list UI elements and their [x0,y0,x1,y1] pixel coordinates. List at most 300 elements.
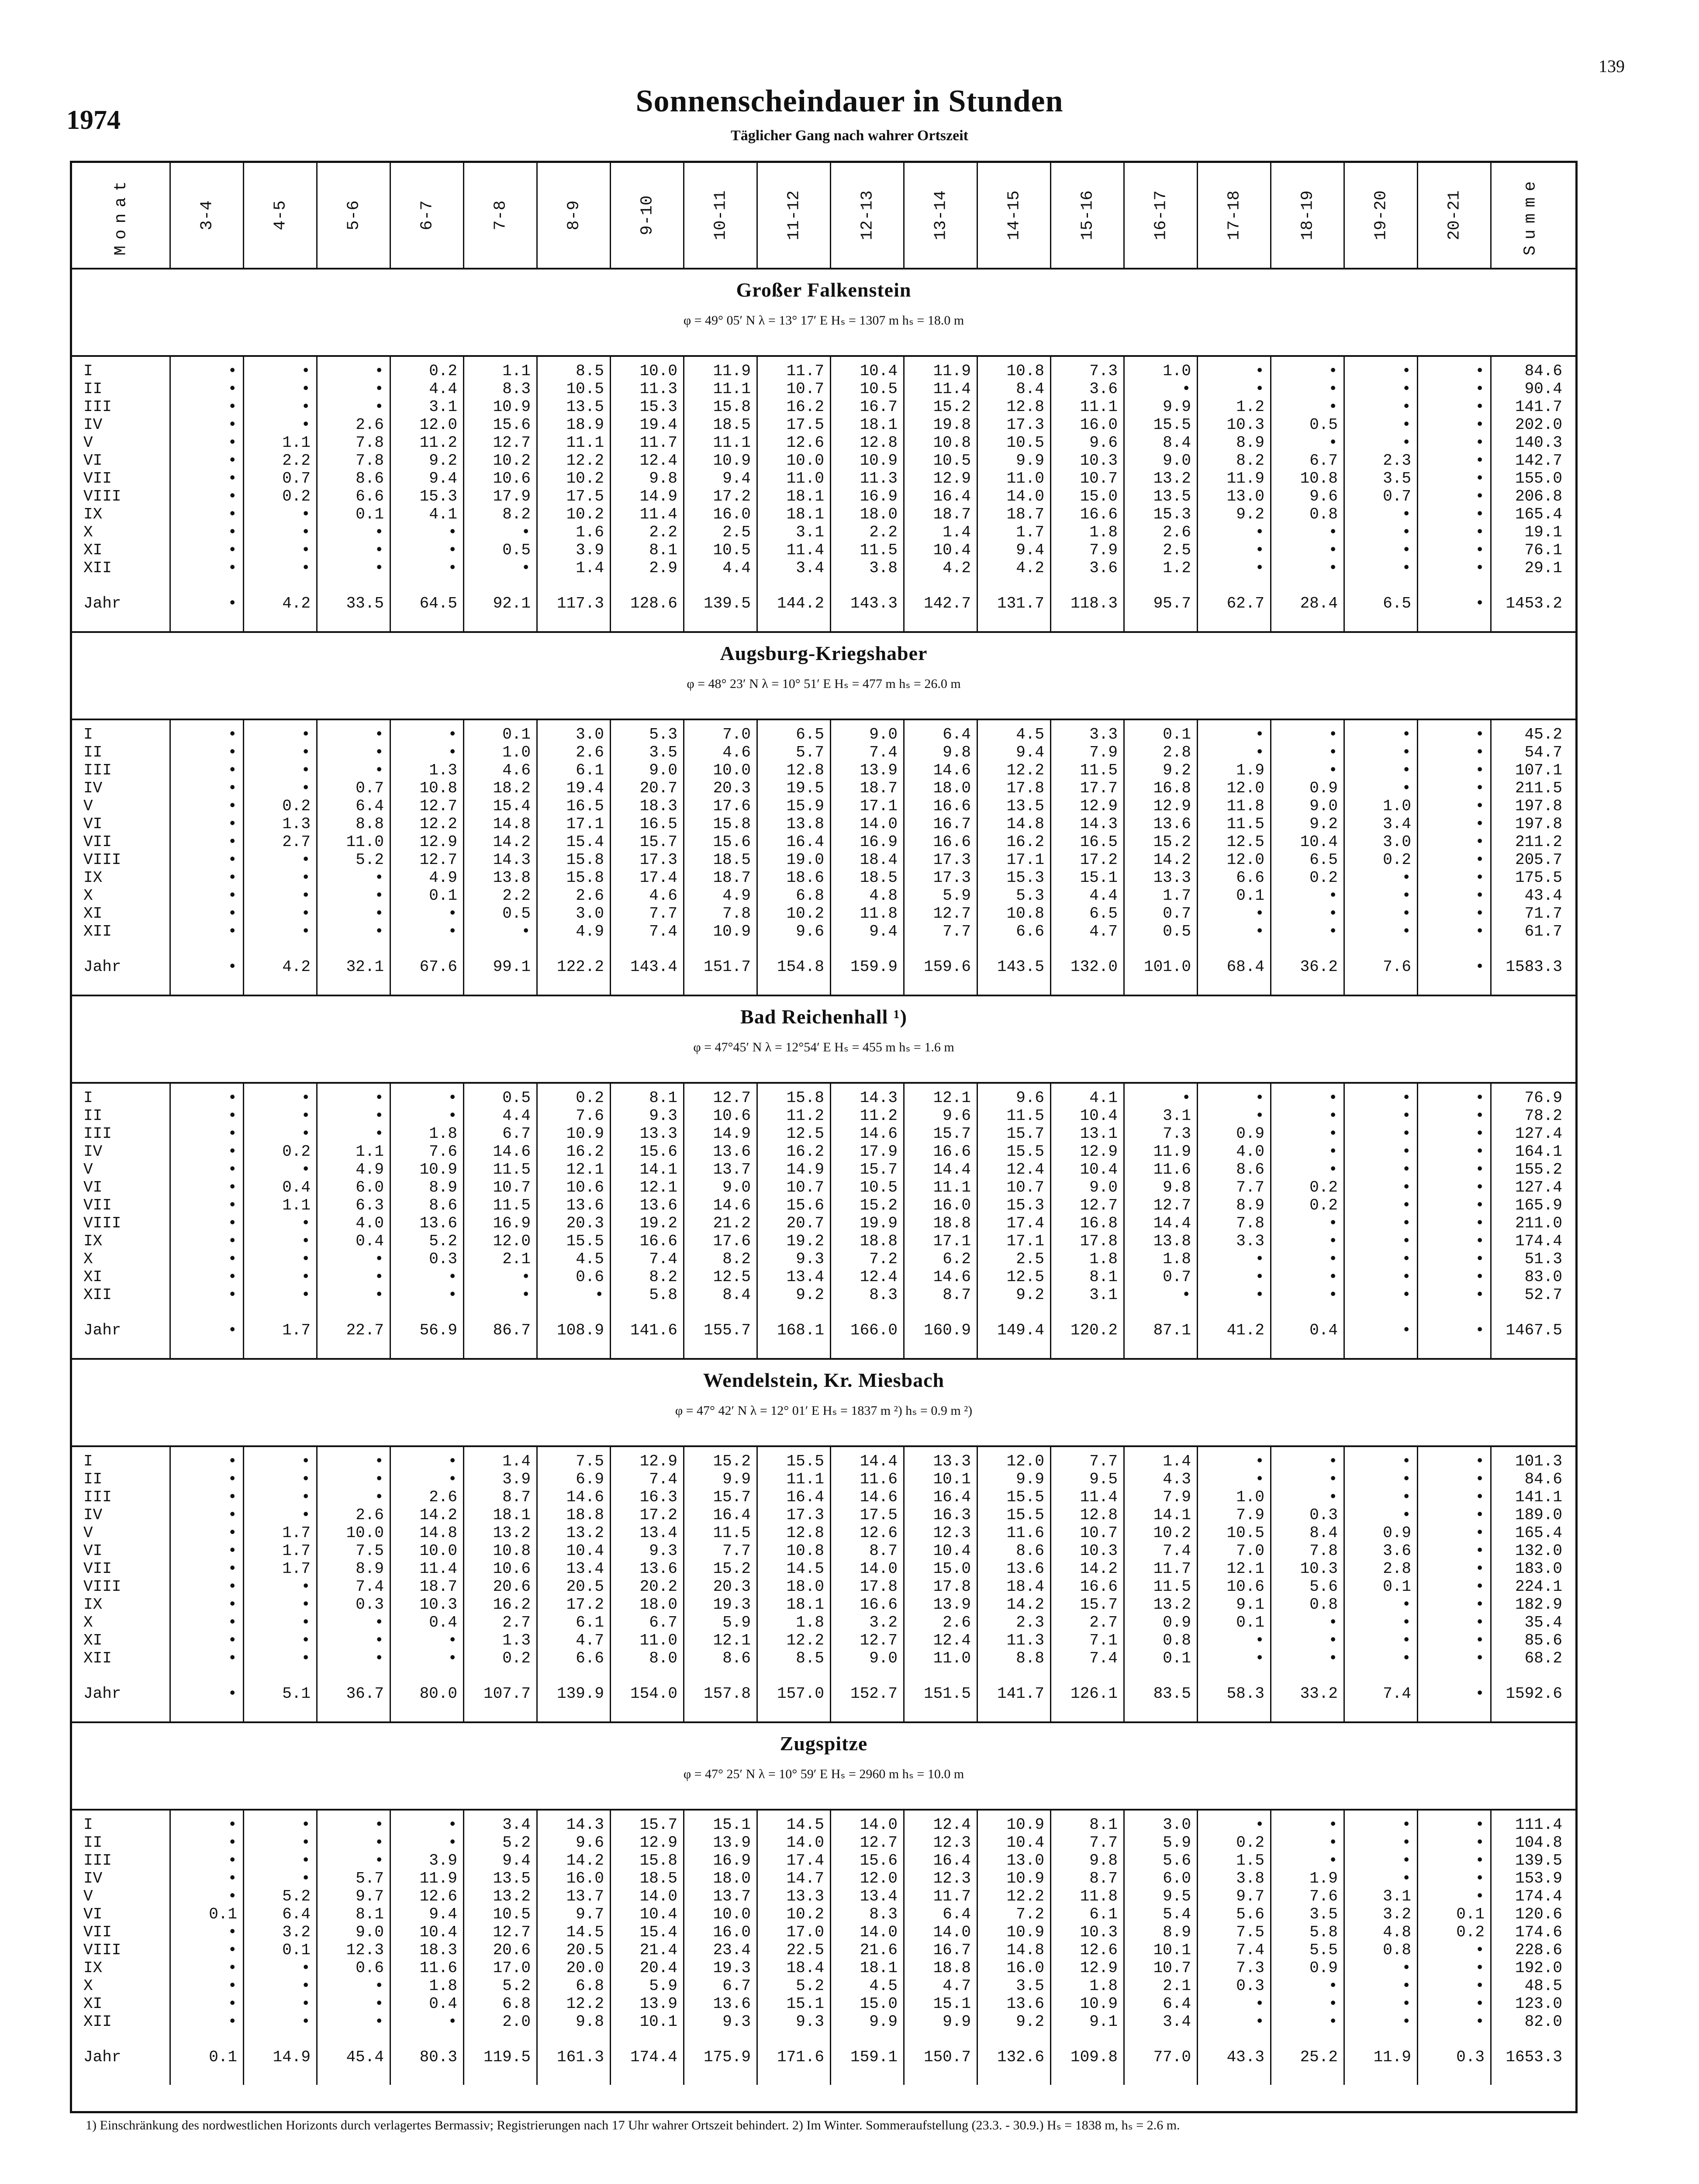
value-cell: • [228,726,237,743]
value-cell: 16.3 [933,1506,971,1524]
value-cell: • [374,523,384,541]
value-cell: 16.4 [933,1852,971,1870]
value-cell: 4.9 [576,923,604,940]
table-row [72,1834,1575,1852]
value-cell: 13.6 [566,1196,604,1214]
value-cell: 5.7 [796,743,824,761]
value-cell: 14.6 [860,1125,898,1143]
value-cell: • [1475,1631,1485,1649]
value-cell: 3.1 [796,523,824,541]
value-cell: 10.0 [346,1524,384,1542]
value-cell: 10.3 [1226,416,1264,434]
value-cell: 4.5 [576,1250,604,1268]
value-cell: 5.2 [502,1834,531,1852]
value-cell: 5.9 [943,887,971,905]
value-cell: • [374,2013,384,2031]
value-cell: 13.5 [566,398,604,416]
column-header [1198,163,1271,268]
value-cell: • [374,541,384,559]
value-cell: • [1475,1250,1485,1268]
value-cell: 15.8 [566,851,604,869]
value-cell: 1.1 [282,1196,311,1214]
value-cell: 10.8 [419,779,457,797]
row-label: X [83,1977,93,1995]
value-cell: 10.2 [566,470,604,487]
value-cell: 1.8 [429,1125,457,1143]
value-cell: 15.7 [639,833,677,851]
value-cell: 174.4 [630,2048,677,2066]
value-cell: 8.3 [502,380,531,398]
value-cell: 0.2 [1309,1178,1338,1196]
value-cell: 18.5 [639,1870,677,1887]
value-cell: 18.2 [493,779,531,797]
value-cell: • [228,1995,237,2013]
column-header-label: 8-9 [564,200,583,231]
value-cell: • [374,380,384,398]
value-cell: • [1328,1631,1338,1649]
value-cell: 109.8 [1070,2048,1118,2066]
value-cell: 11.6 [1006,1524,1044,1542]
value-cell: 13.2 [1153,470,1191,487]
value-cell: 13.8 [1153,1232,1191,1250]
value-cell: • [448,2013,457,2031]
row-label: XII [83,559,112,577]
value-cell: 8.1 [1089,1816,1118,1834]
value-cell: 5.6 [1309,1578,1338,1596]
value-cell: 13.2 [493,1524,531,1542]
table-row [72,1125,1575,1143]
value-cell: • [1255,380,1264,398]
value-cell: 13.8 [786,815,824,833]
column-header [905,163,978,268]
value-cell: 9.3 [796,2013,824,2031]
value-cell: 16.9 [860,487,898,505]
value-cell: 8.1 [1089,1268,1118,1286]
row-label: I [83,362,93,380]
value-cell: 154.0 [630,1685,677,1703]
value-cell: 19.3 [713,1596,751,1614]
value-cell: 4.6 [722,743,751,761]
value-cell: 139.5 [703,594,751,612]
value-cell: • [228,398,237,416]
value-cell: 10.6 [713,1107,751,1125]
row-label: Jahr [83,1321,121,1339]
value-cell: 0.7 [1383,487,1411,505]
value-cell: 15.3 [419,487,457,505]
value-cell: 13.3 [786,1887,824,1905]
row-label: Jahr [83,1685,121,1703]
value-cell: 10.0 [713,761,751,779]
value-cell: 8.9 [356,1560,384,1578]
value-cell: • [1328,1852,1338,1870]
value-cell: 1.0 [502,743,531,761]
value-cell: 7.8 [356,434,384,452]
value-cell: • [228,1268,237,1286]
value-cell: • [228,434,237,452]
value-cell: • [1475,1887,1485,1905]
sum-cell: 206.8 [1515,487,1562,505]
value-cell: • [301,1089,311,1107]
value-cell: 1.6 [576,523,604,541]
sum-cell: 153.9 [1515,1870,1562,1887]
station-name: Großer Falkenstein [736,279,912,301]
value-cell: 12.9 [933,470,971,487]
value-cell: 11.5 [1080,761,1118,779]
value-cell: • [1475,1995,1485,2013]
value-cell: 19.4 [639,416,677,434]
table-row-jahr [72,594,1575,612]
value-cell: 4.2 [943,559,971,577]
value-cell: 7.6 [1383,958,1411,976]
column-header [244,163,318,268]
value-cell: 13.2 [566,1524,604,1542]
value-cell: 7.0 [722,726,751,743]
value-cell: 107.7 [483,1685,531,1703]
value-cell: 9.1 [1089,2013,1118,2031]
value-cell: • [228,559,237,577]
value-cell: • [301,2013,311,2031]
value-cell: • [301,1631,311,1649]
value-cell: • [1475,1578,1485,1596]
value-cell: 12.7 [860,1834,898,1852]
value-cell: 10.3 [1080,1923,1118,1941]
value-cell: 16.7 [933,815,971,833]
value-cell: 23.4 [713,1941,751,1959]
value-cell: 16.4 [933,487,971,505]
value-cell: 17.9 [860,1143,898,1161]
table-row [72,1178,1575,1196]
value-cell: 10.1 [639,2013,677,2031]
value-cell: 8.2 [722,1250,751,1268]
row-label: IV [83,416,103,434]
value-cell: 11.9 [713,362,751,380]
table-row [72,869,1575,887]
value-cell: 18.5 [713,851,751,869]
value-cell: 1.2 [1163,559,1191,577]
value-cell: 9.7 [356,1887,384,1905]
value-cell: • [1475,1816,1485,1834]
value-cell: 9.9 [1163,398,1191,416]
value-cell: 0.5 [1309,416,1338,434]
station-header [72,270,1575,357]
value-cell: • [448,523,457,541]
value-cell: 6.7 [722,1977,751,1995]
value-cell: • [228,1089,237,1107]
value-cell: 20.3 [713,779,751,797]
value-cell: 8.7 [502,1488,531,1506]
value-cell: 22.5 [786,1941,824,1959]
value-cell: 13.2 [493,1887,531,1905]
value-cell: 6.4 [282,1905,311,1923]
value-cell: 5.1 [282,1685,311,1703]
table-row [72,1107,1575,1125]
value-cell: 8.1 [649,1089,677,1107]
value-cell: 12.0 [860,1870,898,1887]
value-cell: 14.4 [1153,1214,1191,1232]
value-cell: 10.8 [1300,470,1338,487]
value-cell: 132.0 [1070,958,1118,976]
value-cell: 3.6 [1089,559,1118,577]
value-cell: 16.0 [713,505,751,523]
value-cell: 0.2 [282,1143,311,1161]
value-cell: 10.6 [493,470,531,487]
value-cell: 4.2 [1016,559,1044,577]
value-cell: 166.0 [850,1321,898,1339]
value-cell: 18.5 [713,416,751,434]
station-coordinates: φ = 48° 23′ N λ = 10° 51′ E Hₛ = 477 m hₛ = 26.0 m [687,677,961,691]
value-cell: 1.0 [1383,797,1411,815]
row-label: XI [83,1995,103,2013]
value-cell: 9.8 [943,743,971,761]
value-cell: 20.0 [566,1959,604,1977]
value-cell: 13.6 [639,1560,677,1578]
sum-cell: 107.1 [1515,761,1562,779]
value-cell: 10.4 [1300,833,1338,851]
value-cell: 101.0 [1143,958,1191,976]
value-cell: 14.0 [1006,487,1044,505]
value-cell: 11.6 [419,1959,457,1977]
value-cell: 12.4 [860,1268,898,1286]
value-cell: • [374,1470,384,1488]
value-cell: 11.0 [639,1631,677,1649]
value-cell: 9.2 [1016,1286,1044,1304]
value-cell: 7.6 [576,1107,604,1125]
value-cell: • [228,594,237,612]
value-cell: 4.4 [502,1107,531,1125]
value-cell: • [1255,1268,1264,1286]
value-cell: 8.4 [1016,380,1044,398]
value-cell: 15.1 [713,1816,751,1834]
table-row [72,523,1575,541]
value-cell: • [1402,434,1411,452]
value-cell: 12.8 [860,434,898,452]
value-cell: • [301,887,311,905]
column-header-label: 19-20 [1371,190,1390,241]
station-coordinates: φ = 49° 05′ N λ = 13° 17′ E Hₛ = 1307 m hₛ = 18.0 m [683,313,964,328]
value-cell: • [1475,761,1485,779]
value-cell: 0.1 [209,2048,237,2066]
value-cell: • [301,1232,311,1250]
value-cell: 17.5 [786,416,824,434]
value-cell: • [228,923,237,940]
value-cell: 15.8 [786,1089,824,1107]
value-cell: 10.4 [933,1542,971,1560]
value-cell: 6.1 [576,1614,604,1631]
value-cell: 4.9 [356,1161,384,1178]
table-row [72,851,1575,869]
value-cell: • [301,1452,311,1470]
value-cell: • [1475,416,1485,434]
value-cell: • [1475,1196,1485,1214]
value-cell: 10.7 [493,1178,531,1196]
value-cell: • [228,815,237,833]
value-cell: 18.7 [1006,505,1044,523]
value-cell: 10.4 [860,362,898,380]
value-cell: • [301,1614,311,1631]
value-cell: 5.3 [649,726,677,743]
value-cell: • [1475,523,1485,541]
value-cell: • [1328,1143,1338,1161]
value-cell: 8.4 [1163,434,1191,452]
sum-cell: 155.2 [1515,1161,1562,1178]
table-row [72,1232,1575,1250]
value-cell: 175.9 [703,2048,751,2066]
value-cell: 9.2 [1163,761,1191,779]
value-cell: • [1328,1107,1338,1125]
value-cell: 3.0 [1383,833,1411,851]
value-cell: 0.2 [576,1089,604,1107]
value-cell: 12.7 [933,905,971,923]
value-cell: 6.3 [356,1196,384,1214]
value-cell: 2.5 [1016,1250,1044,1268]
column-header [171,163,244,268]
value-cell: 16.4 [713,1506,751,1524]
value-cell: 16.7 [933,1941,971,1959]
column-header-label: Monat [111,175,130,256]
station-header [72,995,1575,1084]
sum-cell: 189.0 [1515,1506,1562,1524]
value-cell: 0.1 [1163,1649,1191,1667]
value-cell: 12.1 [1226,1560,1264,1578]
value-cell: • [374,1834,384,1852]
value-cell: 0.2 [502,1649,531,1667]
value-cell: 141.6 [630,1321,677,1339]
value-cell: • [1402,1452,1411,1470]
value-cell: 3.3 [1236,1232,1264,1250]
row-label: IV [83,1143,103,1161]
value-cell: 11.4 [786,541,824,559]
table-row [72,761,1575,779]
value-cell: • [1255,1631,1264,1649]
value-cell: • [1402,869,1411,887]
value-cell: 14.2 [566,1852,604,1870]
sum-cell: 140.3 [1515,434,1562,452]
value-cell: 15.4 [566,833,604,851]
value-cell: • [1402,1995,1411,2013]
value-cell: 16.6 [933,797,971,815]
value-cell: 6.4 [943,726,971,743]
sum-cell: 155.0 [1515,470,1562,487]
row-label: II [83,380,103,398]
row-label: VIII [83,1578,121,1596]
value-cell: 20.5 [566,1578,604,1596]
value-cell: 18.1 [786,487,824,505]
value-cell: 168.1 [777,1321,824,1339]
value-cell: 7.7 [943,923,971,940]
value-cell: 0.3 [356,1596,384,1614]
value-cell: • [228,1161,237,1178]
value-cell: 2.9 [649,559,677,577]
station-coordinates: φ = 47° 25′ N λ = 10° 59′ E Hₛ = 2960 m hₛ = 10.0 m [683,1767,964,1781]
value-cell: • [448,1834,457,1852]
value-cell: 8.3 [869,1286,898,1304]
value-cell: • [228,541,237,559]
value-cell: 6.0 [356,1178,384,1196]
value-cell: 13.1 [1080,1125,1118,1143]
value-cell: 1.7 [282,1560,311,1578]
value-cell: 2.6 [943,1614,971,1631]
column-header [318,163,391,268]
value-cell: 13.0 [1226,487,1264,505]
table-row [72,923,1575,940]
value-cell: 15.6 [493,416,531,434]
value-cell: • [301,1816,311,1834]
value-cell: • [1475,1452,1485,1470]
value-cell: 58.3 [1226,1685,1264,1703]
value-cell: 15.0 [933,1560,971,1578]
value-cell: • [1475,505,1485,523]
row-label: VI [83,452,103,470]
value-cell: • [1402,416,1411,434]
table-row [72,887,1575,905]
value-cell: 9.4 [502,1852,531,1870]
value-cell: 10.4 [639,1905,677,1923]
value-cell: 3.5 [1309,1905,1338,1923]
value-cell: 20.7 [639,779,677,797]
table-row [72,380,1575,398]
row-label: VIII [83,1214,121,1232]
value-cell: 3.6 [1383,1542,1411,1560]
value-cell: 9.0 [649,761,677,779]
value-cell: 11.3 [1006,1631,1044,1649]
value-cell: 14.6 [933,1268,971,1286]
value-cell: 16.2 [786,1143,824,1161]
value-cell: 13.7 [713,1887,751,1905]
value-cell: • [228,1959,237,1977]
value-cell: • [521,1286,531,1304]
value-cell: • [1402,1250,1411,1268]
value-cell: 6.9 [576,1470,604,1488]
value-cell: 4.7 [576,1631,604,1649]
value-cell: 14.6 [493,1143,531,1161]
value-cell: 10.2 [566,505,604,523]
value-cell: 4.6 [502,761,531,779]
row-label: XII [83,1286,112,1304]
value-cell: • [1475,923,1485,940]
value-cell: 14.9 [713,1125,751,1143]
value-cell: 15.2 [713,1560,751,1578]
table-row [72,470,1575,487]
value-cell: 14.6 [713,1196,751,1214]
row-label: II [83,1834,103,1852]
value-cell: 7.4 [1236,1941,1264,1959]
value-cell: • [301,1286,311,1304]
value-cell: 11.9 [419,1870,457,1887]
value-cell: • [374,1452,384,1470]
value-cell: • [228,1870,237,1887]
row-label: XII [83,923,112,940]
value-cell: 2.5 [722,523,751,541]
value-cell: 151.5 [923,1685,971,1703]
value-cell: 7.8 [356,452,384,470]
value-cell: 18.7 [419,1578,457,1596]
value-cell: • [1255,1286,1264,1304]
value-cell: 12.3 [933,1870,971,1887]
value-cell: 8.2 [502,505,531,523]
value-cell: • [301,1834,311,1852]
column-header-label: 13-14 [931,190,950,241]
column-header-label: 17-18 [1225,190,1243,241]
value-cell: 15.7 [713,1488,751,1506]
value-cell: 7.7 [1236,1178,1264,1196]
value-cell: • [1475,1560,1485,1578]
column-header [1345,163,1418,268]
value-cell: • [228,1214,237,1232]
value-cell: • [1475,1524,1485,1542]
value-cell: 15.6 [786,1196,824,1214]
value-cell: 10.8 [1006,905,1044,923]
value-cell: 8.9 [1236,434,1264,452]
